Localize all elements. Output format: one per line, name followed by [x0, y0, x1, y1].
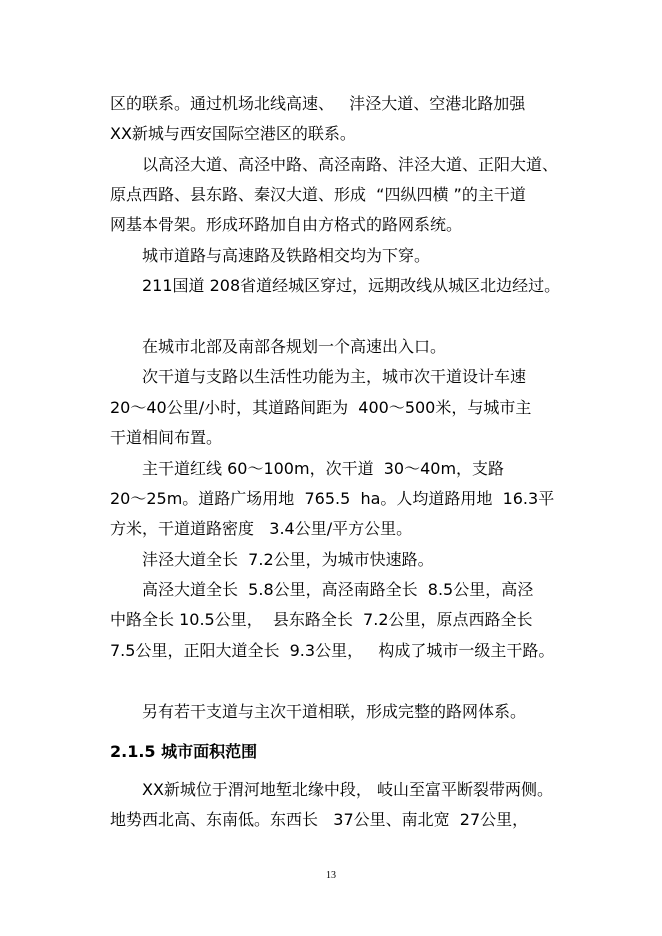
text-line: 沣泾大道全长 7.2公里，为城市快速路。 [142, 550, 434, 569]
text-line: 另有若干支道与主次干道相联，形成完整的路网体系。 [142, 702, 527, 721]
page-number: 13 [326, 870, 336, 881]
text-line: 以高泾大道、高泾中路、高泾南路、沣泾大道、正阳大道、 [142, 155, 559, 174]
text-line: 211国道 208省道经城区穿过，远期改线从城区北边经过。 [142, 276, 561, 295]
text-line: 干道相间布置。 [110, 428, 223, 447]
text-line: 网基本骨架。形成环路加自由方格式的路网系统。 [110, 215, 463, 234]
text-line: 中路全长 10.5公里， 县东路全长 7.2公里，原点西路全长 [110, 610, 533, 629]
text-line: 20～40公里/小时，其道路间距为 400～500米，与城市主 [110, 398, 532, 417]
text-line: 原点西路、县东路、秦汉大道、形成 “四纵四横 ”的主干道 [110, 185, 526, 204]
text-line: 20～25m。道路广场用地 765.5 ha。人均道路用地 16.3平 [110, 489, 555, 508]
text-line: 地势西北高、东南低。东西长 37公里、南北宽 27公里， [110, 810, 529, 829]
text-line: 城市道路与高速路及铁路相交均为下穿。 [142, 246, 431, 265]
text-line: 7.5公里，正阳大道全长 9.3公里， 构成了城市一级主干路。 [110, 641, 555, 660]
text-line: 高泾大道全长 5.8公里，高泾南路全长 8.5公里，高泾 [142, 580, 534, 599]
text-line: 区的联系。通过机场北线高速、 沣泾大道、空港北路加强 [110, 94, 526, 113]
text-line: XX新城与西安国际空港区的联系。 [110, 124, 356, 143]
text-line: 方米，干道道路密度 3.4公里/平方公里。 [110, 519, 413, 538]
text-line: 次干道与支路以生活性功能为主，城市次干道设计车速 [142, 367, 527, 386]
text-line: 在城市北部及南部各规划一个高速出入口。 [142, 337, 447, 356]
text-line: 主干道红线 60～100m，次干道 30～40m，支路 [142, 459, 505, 478]
text-line: XX新城位于渭河地堑北缘中段， 岐山至富平断裂带两侧。 [142, 780, 554, 799]
section-heading: 2.1.5 城市面积范围 [110, 742, 258, 761]
